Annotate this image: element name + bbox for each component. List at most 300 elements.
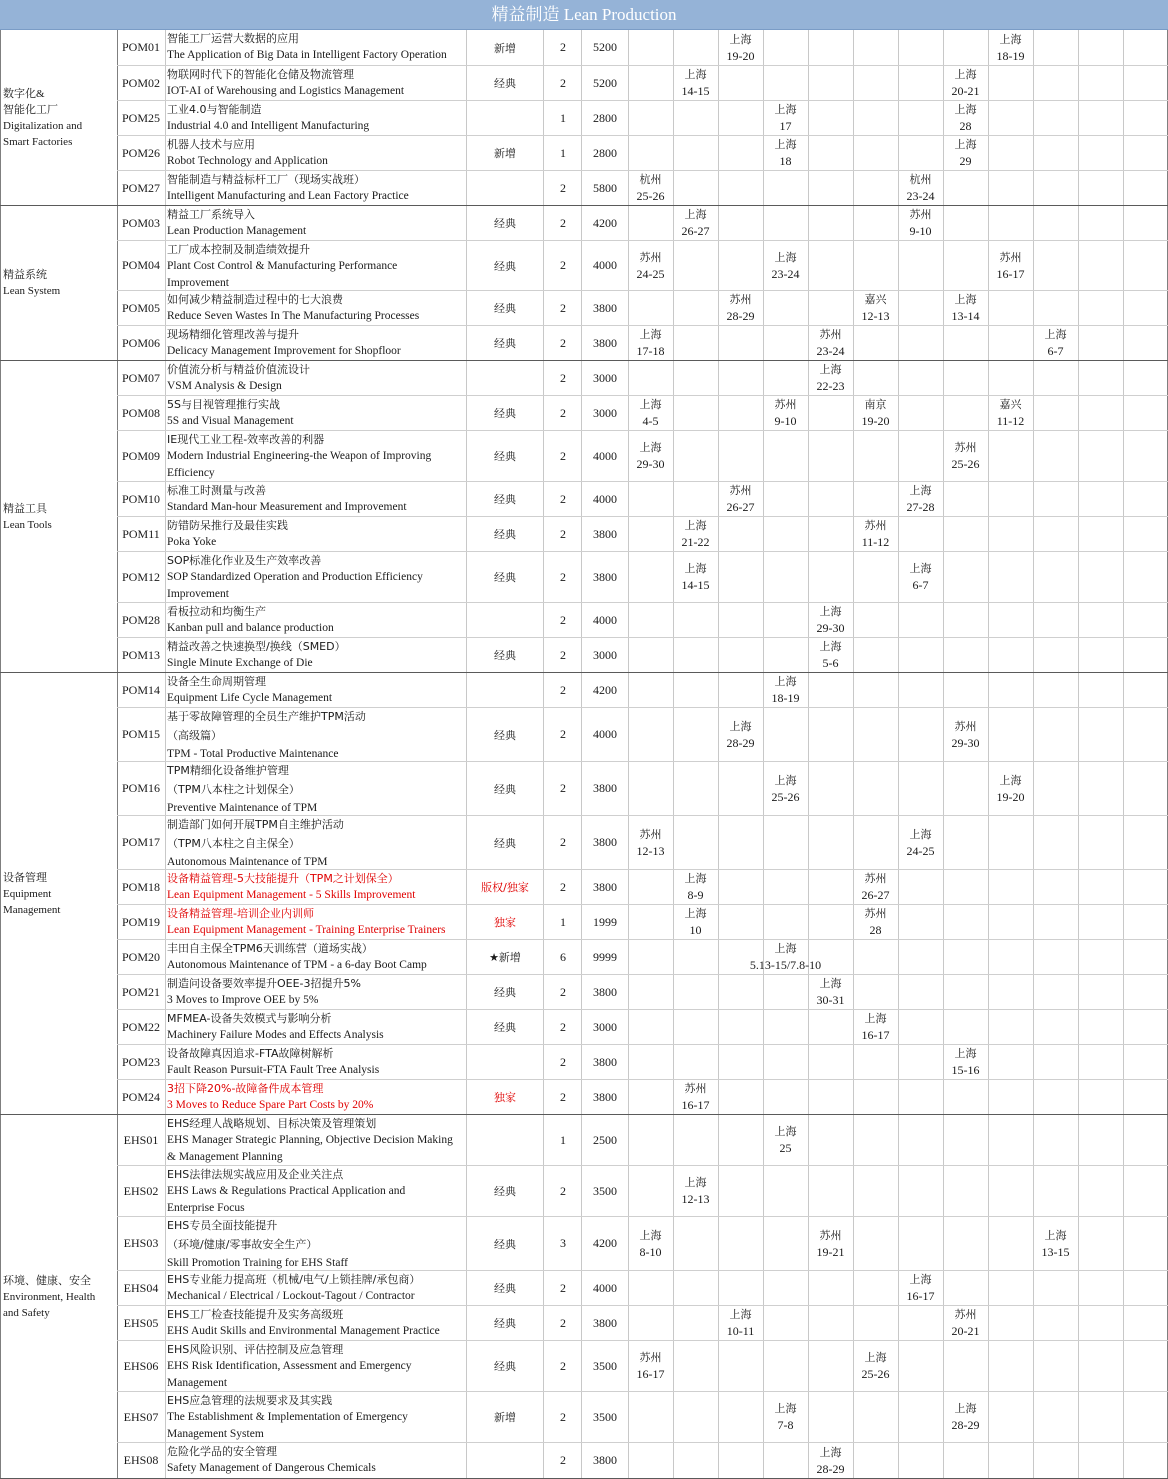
session-cell[interactable] xyxy=(719,291,763,325)
course-row[interactable] xyxy=(117,326,1168,361)
session-cell[interactable] xyxy=(674,206,718,240)
course-row[interactable] xyxy=(117,1010,1168,1045)
course-name-zh-line2: （环境/健康/零事故安全生产） xyxy=(167,1238,318,1251)
session-city: 上海 xyxy=(954,293,977,306)
course-name xyxy=(166,1080,466,1114)
session-date: 6-7 xyxy=(912,578,929,592)
course-price: 3800 xyxy=(593,335,617,350)
course-name-en: Lean Equipment Management - Training Enterprise Trainers xyxy=(167,924,446,936)
session-date: 7-8 xyxy=(777,1418,794,1432)
session-cell[interactable] xyxy=(944,66,988,100)
session-cell[interactable] xyxy=(989,396,1033,430)
session-city: 上海 xyxy=(774,250,797,264)
course-name xyxy=(166,30,466,65)
session-city: 上海 xyxy=(684,907,707,920)
session-cell[interactable] xyxy=(944,136,988,170)
course-type-badge: 经典 xyxy=(494,259,516,273)
course-row[interactable] xyxy=(117,171,1168,206)
course-row[interactable] xyxy=(117,241,1168,291)
course-type-badge: 经典 xyxy=(494,450,516,463)
course-row[interactable] xyxy=(117,870,1168,905)
course-row[interactable] xyxy=(117,1045,1168,1080)
course-type-badge: 经典 xyxy=(494,1185,516,1198)
course-type-badge: 新增 xyxy=(494,41,516,55)
course-name xyxy=(166,326,466,360)
session-cell[interactable] xyxy=(854,905,898,939)
course-name-en: & Management Planning xyxy=(167,1151,283,1163)
session-cell[interactable] xyxy=(899,816,943,869)
session-date: 28 xyxy=(869,923,882,937)
session-cell[interactable] xyxy=(629,1217,673,1270)
course-type-badge xyxy=(467,673,543,707)
session-date: 11-12 xyxy=(996,414,1025,428)
session-cell[interactable] xyxy=(764,1392,808,1442)
session-cell[interactable] xyxy=(944,1306,988,1340)
course-price: 4000 xyxy=(593,258,617,272)
course-name xyxy=(166,361,466,395)
session-date: 17-18 xyxy=(636,344,665,358)
course-name xyxy=(166,816,466,869)
course-name xyxy=(166,517,466,551)
course-name-en: Safety Management of Dangerous Chemicals xyxy=(167,1462,376,1474)
session-cell[interactable] xyxy=(809,1217,853,1270)
session-cell[interactable] xyxy=(809,1443,853,1478)
course-code: POM12 xyxy=(121,569,160,584)
session-date: 25-26 xyxy=(861,1367,890,1381)
session-city: 上海 xyxy=(909,1273,932,1286)
course-name xyxy=(166,1341,466,1391)
session-city: 上海 xyxy=(774,1402,797,1415)
session-cell[interactable] xyxy=(629,431,673,481)
course-price: 3800 xyxy=(593,781,617,795)
course-name-en: SOP Standardized Operation and Production Efficiency xyxy=(167,571,423,583)
session-cell[interactable] xyxy=(629,1341,673,1391)
course-code: POM05 xyxy=(121,300,160,315)
session-city: 上海 xyxy=(954,1402,977,1415)
course-days: 2 xyxy=(560,727,566,741)
course-name-en: The Establishment & Implementation of Emergency xyxy=(167,1411,408,1423)
course-name-en: EHS Manager Strategic Planning, Objective Decision Making xyxy=(167,1134,453,1146)
category-cell xyxy=(0,361,117,673)
session-cell[interactable] xyxy=(719,482,763,516)
course-price: 2500 xyxy=(593,1132,617,1147)
course-name-en: Industrial 4.0 and Intelligent Manufacturing xyxy=(167,120,370,132)
session-cell[interactable] xyxy=(719,1306,763,1340)
session-date: 6-7 xyxy=(1047,344,1064,358)
course-code: POM25 xyxy=(121,110,160,125)
course-price: 3800 xyxy=(593,879,617,894)
course-code: POM10 xyxy=(121,491,160,506)
course-days: 2 xyxy=(560,526,566,541)
course-row[interactable] xyxy=(117,603,1168,638)
session-date: 28 xyxy=(959,119,972,133)
session-city: 上海 xyxy=(729,1308,752,1321)
session-cell[interactable] xyxy=(854,870,898,904)
course-name-en: Preventive Maintenance of TPM xyxy=(167,802,318,814)
session-cell[interactable] xyxy=(944,101,988,135)
course-name xyxy=(166,482,466,516)
session-city: 上海 xyxy=(819,640,842,653)
session-cell[interactable] xyxy=(899,482,943,516)
session-cell[interactable] xyxy=(764,136,808,170)
course-name-zh: EHS专业能力提高班（机械/电气/上锁挂牌/承包商） xyxy=(167,1273,421,1286)
session-date: 26-27 xyxy=(726,500,755,514)
course-code: EHS03 xyxy=(123,1236,159,1250)
course-name-en: Plant Cost Control & Manufacturing Performance xyxy=(167,260,398,272)
course-row[interactable] xyxy=(117,1341,1168,1392)
course-name xyxy=(166,291,466,325)
session-cell[interactable] xyxy=(944,708,988,761)
course-row[interactable] xyxy=(117,1080,1168,1115)
course-type-badge: 经典 xyxy=(494,728,516,742)
session-city: 上海 xyxy=(774,138,797,151)
course-row[interactable] xyxy=(117,361,1168,396)
course-code: POM03 xyxy=(121,215,160,230)
course-name-zh: MFMEA-设备失效模式与影响分析 xyxy=(167,1012,332,1025)
course-name xyxy=(166,762,466,815)
session-cell[interactable] xyxy=(899,1271,943,1305)
course-name-zh: 现场精细化管理改善与提升 xyxy=(167,328,299,341)
course-code: POM09 xyxy=(121,448,160,463)
course-name xyxy=(166,638,466,672)
session-cell[interactable] xyxy=(809,361,853,395)
course-row[interactable] xyxy=(117,291,1168,326)
course-name-zh: 看板拉动和均衡生产 xyxy=(167,605,266,618)
course-name-zh-line2: （TPM八本柱之自主保全） xyxy=(167,837,300,850)
course-code: POM21 xyxy=(121,984,160,999)
session-city: 上海 xyxy=(684,68,707,81)
course-code: EHS01 xyxy=(123,1132,159,1147)
course-name xyxy=(166,1045,466,1079)
course-code: POM11 xyxy=(122,526,160,541)
session-cell[interactable] xyxy=(764,101,808,135)
category-cell xyxy=(0,30,117,206)
session-cell[interactable] xyxy=(674,905,718,939)
course-code: POM22 xyxy=(121,1019,160,1034)
course-price: 3000 xyxy=(593,1019,617,1034)
course-type-badge xyxy=(467,1045,543,1079)
session-cell[interactable] xyxy=(899,171,943,205)
session-cell[interactable] xyxy=(764,673,808,707)
course-type-badge: 经典 xyxy=(494,407,516,420)
course-name-zh: 设备全生命周期管理 xyxy=(167,675,266,688)
session-city: 上海 xyxy=(729,719,752,733)
session-cell[interactable] xyxy=(854,291,898,325)
session-city: 上海 xyxy=(909,827,932,841)
course-name xyxy=(166,673,466,707)
session-cell[interactable] xyxy=(764,762,808,815)
course-price: 1999 xyxy=(593,914,617,929)
course-type-badge: ★新增 xyxy=(489,951,521,964)
course-row[interactable] xyxy=(117,1166,1168,1217)
session-date: 5.13-15/7.8-10 xyxy=(749,958,822,972)
course-name-zh-line2: （TPM八本柱之计划保全） xyxy=(167,783,300,796)
course-name-zh: EHS专员全面技能提升 xyxy=(167,1219,278,1232)
course-days: 2 xyxy=(560,1280,566,1295)
session-cell[interactable] xyxy=(764,1115,808,1165)
category-label: 数字化& 智能化工厂 Digitalization and Smart Factories xyxy=(3,87,83,148)
session-cell[interactable] xyxy=(719,30,763,65)
course-name-en: Equipment Life Cycle Management xyxy=(167,692,333,704)
session-city: 苏州 xyxy=(954,1308,977,1321)
course-row[interactable] xyxy=(117,206,1168,241)
course-name-en: Standard Man-hour Measurement and Improvement xyxy=(167,501,407,513)
course-row[interactable] xyxy=(117,673,1168,708)
course-days: 2 xyxy=(560,370,566,385)
session-date: 17 xyxy=(779,119,792,133)
course-name xyxy=(166,1115,466,1165)
course-type-badge: 独家 xyxy=(494,1091,516,1104)
course-price: 4200 xyxy=(593,1236,617,1250)
session-cell[interactable] xyxy=(989,241,1033,290)
session-date: 20-21 xyxy=(951,1324,980,1338)
course-type-badge xyxy=(467,361,543,395)
session-date: 16-17 xyxy=(906,1289,935,1303)
session-cell[interactable] xyxy=(809,638,853,672)
session-city: 上海 xyxy=(1044,1228,1067,1242)
session-city: 上海 xyxy=(729,32,752,46)
session-date: 10 xyxy=(689,923,702,937)
session-cell[interactable] xyxy=(944,291,988,325)
course-name-en: Enterprise Focus xyxy=(167,1202,245,1214)
course-row[interactable] xyxy=(117,517,1168,552)
session-cell[interactable] xyxy=(809,603,853,637)
course-name-en: Autonomous Maintenance of TPM xyxy=(167,856,328,868)
course-name xyxy=(166,975,466,1009)
course-row[interactable] xyxy=(117,1217,1168,1271)
course-name xyxy=(166,206,466,240)
session-city: 上海 xyxy=(819,363,842,376)
course-name-zh: EHS法律法规实战应用及企业关注点 xyxy=(167,1168,344,1181)
course-name xyxy=(166,66,466,100)
session-cell[interactable] xyxy=(764,241,808,290)
course-name-en: 5S and Visual Management xyxy=(167,415,294,427)
course-name xyxy=(166,1271,466,1305)
course-days: 2 xyxy=(560,1315,566,1330)
session-date: 13-14 xyxy=(951,309,980,323)
course-row[interactable] xyxy=(117,136,1168,171)
session-cell[interactable] xyxy=(719,708,763,761)
course-name-zh: 物联网时代下的智能化仓储及物流管理 xyxy=(167,68,354,81)
session-date: 13-15 xyxy=(1041,1244,1070,1259)
course-name-en: EHS Risk Identification, Assessment and Emergency xyxy=(167,1360,412,1372)
course-name-zh: 危险化学品的安全管理 xyxy=(167,1445,277,1458)
session-cell[interactable] xyxy=(629,396,673,430)
course-name xyxy=(166,603,466,637)
course-days: 2 xyxy=(560,491,566,506)
session-cell[interactable] xyxy=(1034,1217,1078,1270)
session-date: 11-12 xyxy=(861,535,890,549)
course-name xyxy=(166,708,466,761)
course-type-badge: 新增 xyxy=(494,1411,516,1424)
course-name-en: Poka Yoke xyxy=(167,536,217,548)
course-price: 2800 xyxy=(593,145,617,160)
course-row[interactable] xyxy=(117,1306,1168,1341)
course-code: POM15 xyxy=(121,727,160,741)
course-row[interactable] xyxy=(117,905,1168,940)
course-days: 2 xyxy=(560,1019,566,1034)
course-name xyxy=(166,1010,466,1044)
course-price: 4000 xyxy=(593,1280,617,1295)
course-row[interactable] xyxy=(117,708,1168,762)
course-type-badge: 经典 xyxy=(494,1021,516,1034)
course-row[interactable] xyxy=(117,1271,1168,1306)
course-name-zh: 设备精益管理-5大技能提升（TPM之计划保全） xyxy=(167,872,399,885)
session-date: 29 xyxy=(959,154,972,168)
course-name xyxy=(166,1443,466,1478)
course-name-zh-line2: （高级篇） xyxy=(167,729,222,742)
session-cell[interactable] xyxy=(674,552,718,602)
course-name-en: Modern Industrial Engineering-the Weapon of Improving xyxy=(167,450,432,462)
session-cell[interactable] xyxy=(854,396,898,430)
course-name-zh: 价值流分析与精益价值流设计 xyxy=(167,363,310,376)
course-days: 2 xyxy=(560,647,566,662)
course-row[interactable] xyxy=(117,30,1168,66)
session-city: 上海 xyxy=(1044,328,1067,341)
course-price: 3800 xyxy=(593,1089,617,1104)
session-date: 5-6 xyxy=(822,656,839,670)
course-type-badge xyxy=(467,603,543,637)
course-code: POM23 xyxy=(121,1054,160,1069)
session-cell[interactable] xyxy=(674,66,718,100)
session-cell[interactable] xyxy=(854,517,898,551)
course-row[interactable] xyxy=(117,431,1168,482)
course-name-zh: 智能制造与精益标杆工厂（现场实战班） xyxy=(167,173,365,186)
session-date: 19-21 xyxy=(816,1244,845,1259)
course-row[interactable] xyxy=(117,940,1168,975)
session-date: 16-17 xyxy=(861,1028,890,1042)
session-city: 苏州 xyxy=(864,872,887,885)
session-cell[interactable] xyxy=(764,396,808,430)
course-price: 5200 xyxy=(593,75,617,90)
course-price: 3800 xyxy=(593,835,617,849)
course-row[interactable] xyxy=(117,816,1168,870)
session-cell[interactable] xyxy=(809,326,853,360)
course-row[interactable] xyxy=(117,1392,1168,1443)
course-days: 2 xyxy=(560,335,566,350)
session-city: 苏州 xyxy=(639,250,662,264)
course-name-zh: TPM精细化设备维护管理 xyxy=(167,764,289,777)
session-cell[interactable] xyxy=(629,171,673,205)
course-price: 3500 xyxy=(593,1409,617,1424)
course-row[interactable] xyxy=(117,101,1168,136)
session-cell[interactable] xyxy=(899,552,943,602)
course-row[interactable] xyxy=(117,482,1168,517)
course-code: POM02 xyxy=(121,75,160,90)
session-cell[interactable] xyxy=(674,517,718,551)
course-name xyxy=(166,552,466,602)
session-city: 苏州 xyxy=(639,1351,662,1364)
course-name-zh: IE现代工业工程-效率改善的利器 xyxy=(167,433,325,446)
course-days: 2 xyxy=(560,448,566,463)
session-date: 23-24 xyxy=(771,266,800,281)
course-name xyxy=(166,905,466,939)
course-name-zh: 制造问设备要效率提升OEE-3招提升5% xyxy=(167,977,361,990)
course-row[interactable] xyxy=(117,638,1168,673)
course-price: 3500 xyxy=(593,1183,617,1198)
course-row[interactable] xyxy=(117,762,1168,816)
course-code: EHS05 xyxy=(123,1315,159,1330)
course-price: 3000 xyxy=(593,647,617,662)
course-days: 1 xyxy=(560,914,566,929)
course-name-en: EHS Audit Skills and Environmental Management Practice xyxy=(167,1325,440,1337)
course-days: 2 xyxy=(560,984,566,999)
course-type-badge: 经典 xyxy=(494,836,516,850)
session-city: 上海 xyxy=(774,773,797,787)
course-days: 2 xyxy=(560,75,566,90)
session-cell[interactable] xyxy=(674,870,718,904)
course-row[interactable] xyxy=(117,66,1168,101)
course-name-zh: 3招下降20%-故障备件成本管理 xyxy=(167,1082,324,1095)
session-date: 14-15 xyxy=(681,578,710,592)
session-cell[interactable] xyxy=(809,975,853,1009)
course-code: POM06 xyxy=(121,335,160,350)
course-row[interactable] xyxy=(117,1443,1168,1479)
course-days: 2 xyxy=(560,405,566,420)
session-cell[interactable] xyxy=(989,30,1033,65)
course-price: 3000 xyxy=(593,370,617,385)
session-cell[interactable] xyxy=(899,206,943,240)
session-cell[interactable] xyxy=(674,1166,718,1216)
session-date: 30-31 xyxy=(816,993,845,1007)
category-label: 设备管理 Equipment Management xyxy=(3,871,61,916)
session-cell[interactable] xyxy=(944,1045,988,1079)
course-row[interactable] xyxy=(117,396,1168,431)
session-cell[interactable] xyxy=(674,1080,718,1114)
session-cell[interactable] xyxy=(721,940,851,974)
session-city: 上海 xyxy=(684,562,707,575)
course-price: 4200 xyxy=(593,682,617,697)
course-name-zh: 工业4.0与智能制造 xyxy=(167,103,262,116)
course-row[interactable] xyxy=(117,1115,1168,1166)
session-cell[interactable] xyxy=(629,241,673,290)
course-price: 4000 xyxy=(593,448,617,463)
course-price: 9999 xyxy=(593,949,617,964)
session-date: 12-13 xyxy=(636,843,665,858)
course-name-en: 3 Moves to Reduce Spare Part Costs by 20% xyxy=(167,1099,374,1111)
course-name-en: Efficiency xyxy=(167,467,215,479)
course-name-zh: 设备精益管理-培训企业内训师 xyxy=(167,907,314,920)
course-name xyxy=(166,431,466,481)
course-row[interactable] xyxy=(117,552,1168,603)
course-code: POM14 xyxy=(121,682,160,697)
session-cell[interactable] xyxy=(629,816,673,869)
course-price: 3000 xyxy=(593,405,617,420)
course-code: POM17 xyxy=(121,835,160,849)
session-date: 28-29 xyxy=(951,1418,980,1432)
session-city: 杭州 xyxy=(909,173,932,186)
session-city: 上海 xyxy=(819,977,842,990)
course-name-zh: 丰田自主保全TPM6天训练营（道场实战） xyxy=(167,942,373,955)
course-code: POM24 xyxy=(121,1089,160,1104)
session-cell[interactable] xyxy=(1034,326,1078,360)
session-date: 26-27 xyxy=(861,888,890,902)
session-city: 上海 xyxy=(774,103,797,116)
course-name xyxy=(166,1217,466,1270)
session-city: 上海 xyxy=(639,398,662,411)
course-type-badge: 版权/独家 xyxy=(481,881,529,894)
session-cell[interactable] xyxy=(944,431,988,481)
session-city: 上海 xyxy=(909,484,932,497)
session-date: 29-30 xyxy=(816,621,845,635)
course-type-badge: 经典 xyxy=(494,782,516,796)
session-cell[interactable] xyxy=(854,1010,898,1044)
session-cell[interactable] xyxy=(944,1392,988,1442)
session-cell[interactable] xyxy=(854,1341,898,1391)
session-cell[interactable] xyxy=(989,762,1033,815)
session-cell[interactable] xyxy=(629,326,673,360)
course-row[interactable] xyxy=(117,975,1168,1010)
